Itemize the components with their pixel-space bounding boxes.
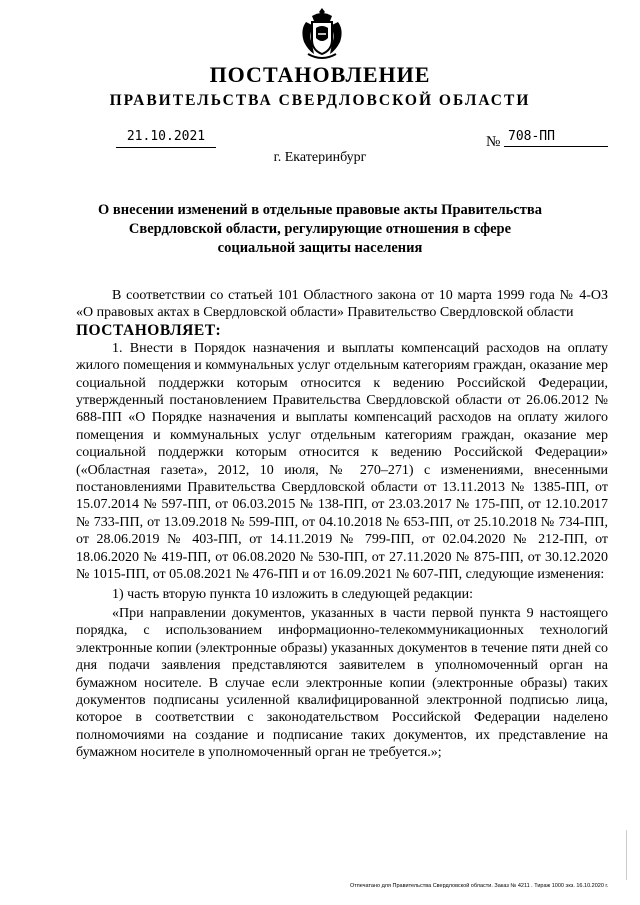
issuer-title: ПРАВИТЕЛЬСТВА СВЕРДЛОВСКОЙ ОБЛАСТИ bbox=[109, 92, 531, 109]
number-label: № bbox=[486, 134, 501, 150]
document-type-title: ПОСТАНОВЛЕНИЕ bbox=[209, 62, 431, 87]
document-date: 21.10.2021 bbox=[116, 127, 216, 148]
quoted-text-paragraph: «При направлении документов, указанных в части первой пункта 9 настоящего порядка, с использованием информационно-телекоммуникационных технологий электронные копии (электронные образы) указанных документов в течение пяти дней со дня подачи заявления представляются заявителем в уполномоченный орган на бумажном носителе. В случае если электронные копии (электронные образы) таких документов подписаны усиленной квалифицированной электронной подписью лица, которое в соответствии с законодательством Российской Федерации наделено полномочиями на создание и подписание таких документов, их представление на бумажном носителе в уполномоченный орган не требуется.»; bbox=[76, 605, 608, 761]
city: г. Екатеринбург bbox=[273, 150, 367, 165]
document-body bbox=[76, 287, 608, 762]
scan-artifact bbox=[626, 830, 627, 880]
item-1-paragraph: 1. Внести в Порядок назначения и выплаты компенсаций расходов на оплату жилого помещения и коммунальных услуг отдельным категориям граждан, оказание мер социальной поддержки которым относится к ведению Российской Федерации, утвержденный постановлением Правительства Свердловской области от 26.06.2012 № 688-ПП «О Порядке назначения и выплаты компенсаций расходов на оплату жилого помещения и коммунальных услуг отдельным категориям граждан, оказание мер социальной поддержки которым относится к ведению Российской Федерации» («Областная газета», 2012, 10 июля, № 270–271) с изменениями, внесенными постановлениями Правительства Свердловской области от 13.11.2013 № 1385-ПП, от 15.07.2014 № 597-ПП, от 06.03.2015 № 138-ПП, от 23.03.2017 № 175-ПП, от 12.10.2017 № 733-ПП, от 13.09.2018 № 599-ПП, от 04.10.2018 № 653-ПП, от 25.10.2018 № 734-ПП, от 28.06.2019 № 403-ПП, от 14.11.2019 № 799-ПП, от 02.04.2020 № 212-ПП, от 18.06.2020 № 419-ПП, от 06.08.2020 № 530-ПП, от 27.11.2020 № 875-ПП, от 30.12.2020 № 1015-ПП, от 05.08.2021 № 476-ПП и от 16.09.2021 № 607-ПП, следующие изменения: bbox=[76, 340, 608, 583]
document-number: 708-ПП bbox=[504, 127, 608, 147]
coat-of-arms-icon bbox=[298, 6, 346, 60]
document-heading: О внесении изменений в отдельные правовые акты Правительства Свердловской области, регулирующие отношения в сфере социальной защиты населения bbox=[98, 202, 542, 256]
print-footer: Отпечатано для Правительства Свердловской области. Заказ № 4211 . Тираж 1000 экз. 16.10.2020 г. bbox=[350, 883, 609, 889]
intro-paragraph: В соответствии со статьей 101 Областного закона от 10 марта 1999 года № 4-ОЗ «О правовых актах в Свердловской области» Правительство Свердловской области bbox=[76, 288, 608, 321]
resolves-label: ПОСТАНОВЛЯЕТ: bbox=[76, 321, 222, 339]
subitem-1-paragraph: 1) часть вторую пункта 10 изложить в следующей редакции: bbox=[112, 586, 473, 602]
